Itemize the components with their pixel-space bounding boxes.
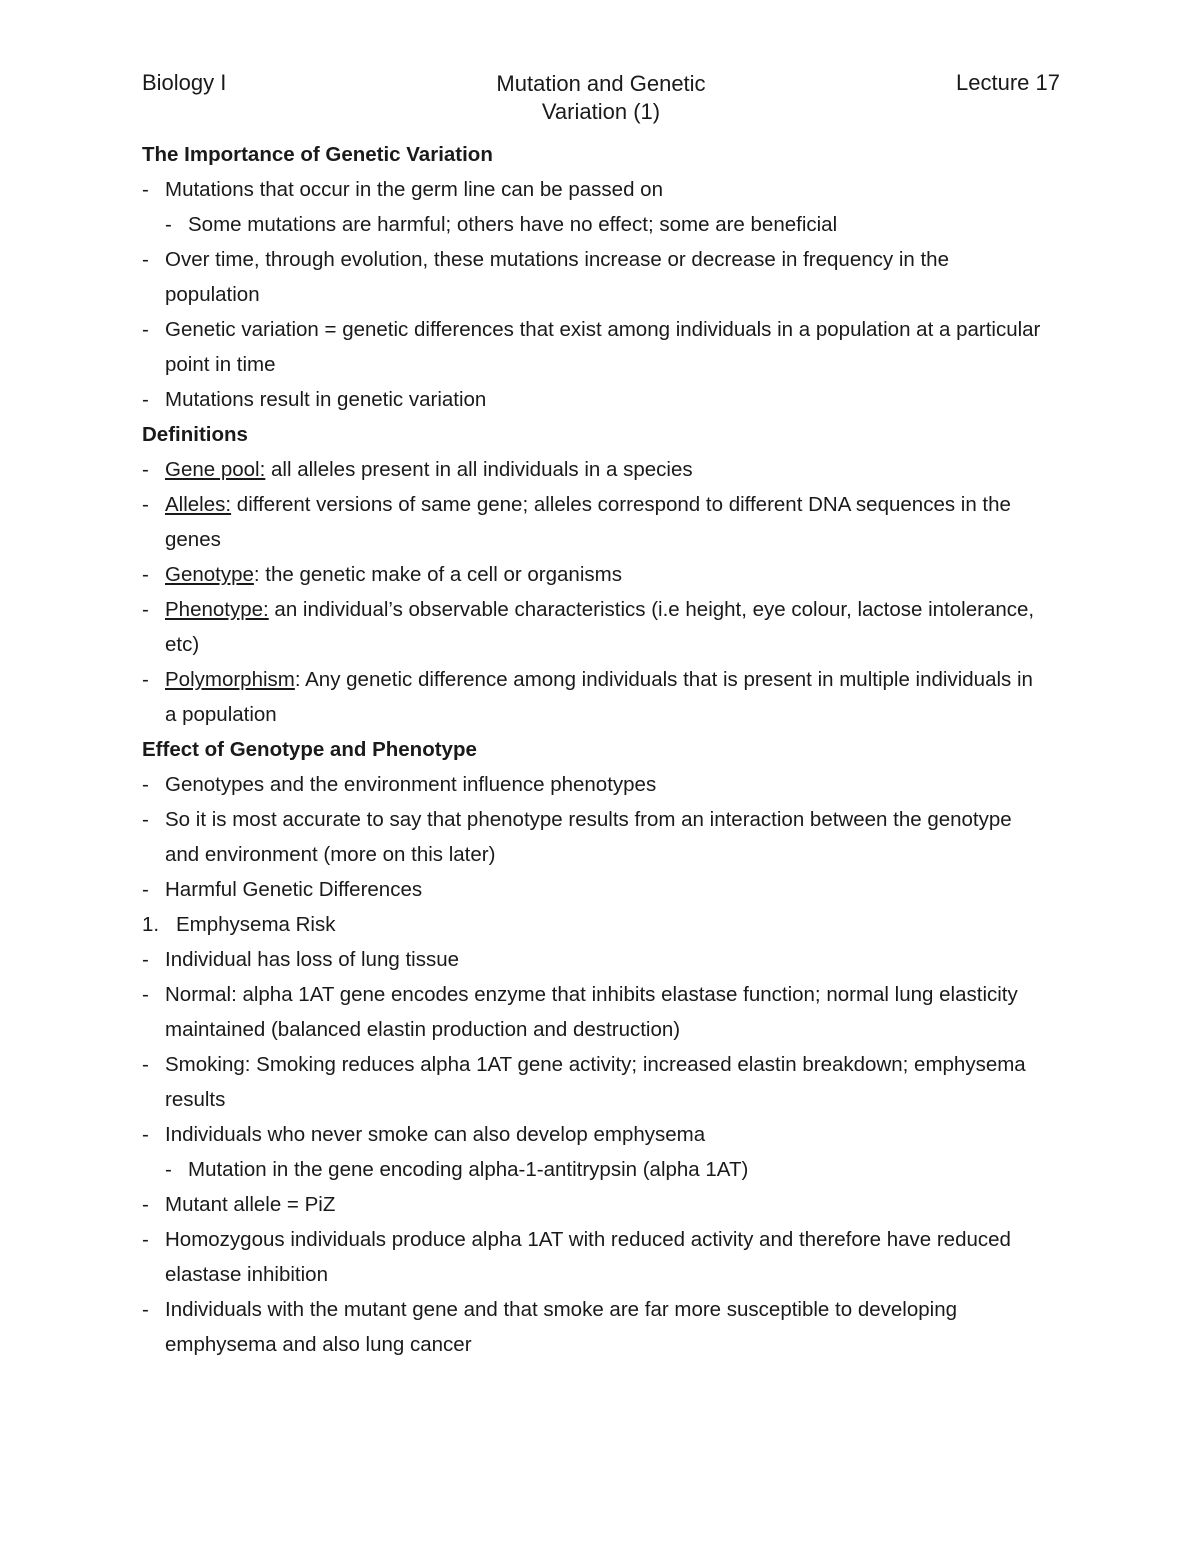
list-item-text: Individual has loss of lung tissue bbox=[165, 948, 460, 971]
definition-text: : Any genetic difference among individuals that is present in multiple individuals in a population bbox=[165, 668, 1033, 726]
definition-text: an individual’s observable characteristics (i.e height, eye colour, lactose intolerance, etc) bbox=[165, 598, 1035, 656]
item-number: 1. bbox=[142, 913, 160, 936]
list-item-text: Mutations result in genetic variation bbox=[165, 388, 487, 411]
list-item-text: Genotypes and the environment influence phenotypes bbox=[165, 773, 657, 796]
list-item bbox=[142, 802, 1042, 872]
list-item-text: Genetic variation = genetic differences that exist among individuals in a population at a particular point in time bbox=[165, 318, 1041, 376]
bullet-dash: - bbox=[142, 773, 149, 796]
bullet-dash: - bbox=[142, 878, 149, 901]
bullet-dash: - bbox=[142, 948, 149, 971]
bullet-dash: - bbox=[142, 458, 149, 481]
definition-term: Gene pool: bbox=[165, 458, 266, 481]
bullet-dash: - bbox=[142, 598, 149, 621]
definition-item bbox=[142, 592, 1042, 662]
lecture-title-line2: Variation (1) bbox=[541, 99, 661, 124]
definition-term: Genotype bbox=[165, 563, 254, 586]
definition-text: all alleles present in all individuals in a species bbox=[265, 458, 693, 481]
bullet-dash: - bbox=[142, 1053, 149, 1076]
list-item-text: Harmful Genetic Differences bbox=[165, 878, 423, 901]
list-item bbox=[142, 767, 1042, 802]
bullet-dash: - bbox=[142, 178, 149, 201]
definition-text: different versions of same gene; alleles correspond to different DNA sequences in the genes bbox=[165, 493, 1011, 551]
list-item-text: Individuals who never smoke can also develop emphysema bbox=[165, 1123, 706, 1146]
list-item-text: Mutation in the gene encoding alpha-1-antitrypsin (alpha 1AT) bbox=[188, 1158, 749, 1181]
list-item-text: Smoking: Smoking reduces alpha 1AT gene activity; increased elastin breakdown; emphysema results bbox=[165, 1053, 1026, 1111]
list-item bbox=[142, 872, 1042, 907]
bullet-dash: - bbox=[142, 563, 149, 586]
definition-item bbox=[142, 662, 1042, 732]
list-item bbox=[142, 242, 1042, 312]
lecture-title bbox=[392, 70, 810, 126]
list-item bbox=[142, 1222, 1042, 1292]
list-item bbox=[142, 942, 1042, 977]
section-title-definitions: Definitions bbox=[142, 423, 248, 446]
section-title-genotype-phenotype: Effect of Genotype and Phenotype bbox=[142, 738, 477, 761]
lecture-title-line1: Mutation and Genetic bbox=[496, 71, 706, 96]
definition-item bbox=[142, 557, 1042, 592]
section-title-importance: The Importance of Genetic Variation bbox=[142, 143, 493, 166]
list-item-text: So it is most accurate to say that phenotype results from an interaction between the genotype and environment (more on this later) bbox=[165, 808, 1012, 866]
list-item bbox=[142, 172, 1042, 207]
bullet-dash: - bbox=[142, 983, 149, 1006]
definition-term: Alleles: bbox=[165, 493, 232, 516]
list-item bbox=[142, 977, 1042, 1047]
list-item-text: Over time, through evolution, these mutations increase or decrease in frequency in the population bbox=[165, 248, 949, 306]
page-header bbox=[142, 70, 1060, 130]
list-item-text: Mutations that occur in the germ line can be passed on bbox=[165, 178, 663, 201]
list-item bbox=[142, 1187, 1042, 1222]
bullet-dash: - bbox=[165, 213, 172, 236]
definition-item bbox=[142, 487, 1042, 557]
bullet-dash: - bbox=[142, 318, 149, 341]
bullet-dash: - bbox=[142, 808, 149, 831]
list-item-text: Some mutations are harmful; others have no effect; some are beneficial bbox=[188, 213, 838, 236]
numbered-item-text: Emphysema Risk bbox=[176, 913, 336, 936]
list-item bbox=[142, 1047, 1042, 1117]
definition-text: : the genetic make of a cell or organisms bbox=[253, 563, 622, 586]
document-body bbox=[142, 137, 1042, 1362]
lecture-number: Lecture 17 bbox=[956, 70, 1060, 95]
bullet-dash: - bbox=[142, 248, 149, 271]
list-item bbox=[142, 312, 1042, 382]
list-item-text: Homozygous individuals produce alpha 1AT with reduced activity and therefore have reduced elastase inhibition bbox=[165, 1228, 1011, 1286]
bullet-dash: - bbox=[142, 1123, 149, 1146]
bullet-dash: - bbox=[142, 388, 149, 411]
bullet-dash: - bbox=[142, 493, 149, 516]
list-item-text: Mutant allele = PiZ bbox=[165, 1193, 336, 1216]
definition-term: Phenotype: bbox=[165, 598, 269, 621]
bullet-dash: - bbox=[142, 668, 149, 691]
definition-term: Polymorphism bbox=[165, 668, 295, 691]
bullet-dash: - bbox=[165, 1158, 172, 1181]
bullet-dash: - bbox=[142, 1193, 149, 1216]
list-item bbox=[142, 1292, 1042, 1362]
definition-item bbox=[142, 452, 1042, 487]
list-item bbox=[142, 382, 1042, 417]
list-item-text: Individuals with the mutant gene and that smoke are far more susceptible to developing emphysema and also lung cancer bbox=[165, 1298, 957, 1356]
list-item bbox=[142, 1117, 1042, 1152]
list-item-text: Normal: alpha 1AT gene encodes enzyme that inhibits elastase function; normal lung elasticity maintained (balanced elastin production and destruction) bbox=[165, 983, 1018, 1041]
bullet-dash: - bbox=[142, 1228, 149, 1251]
sub-list-item bbox=[142, 207, 1042, 242]
course-name: Biology I bbox=[142, 70, 227, 95]
numbered-item bbox=[142, 907, 1042, 942]
sub-list-item bbox=[142, 1152, 1042, 1187]
bullet-dash: - bbox=[142, 1298, 149, 1321]
